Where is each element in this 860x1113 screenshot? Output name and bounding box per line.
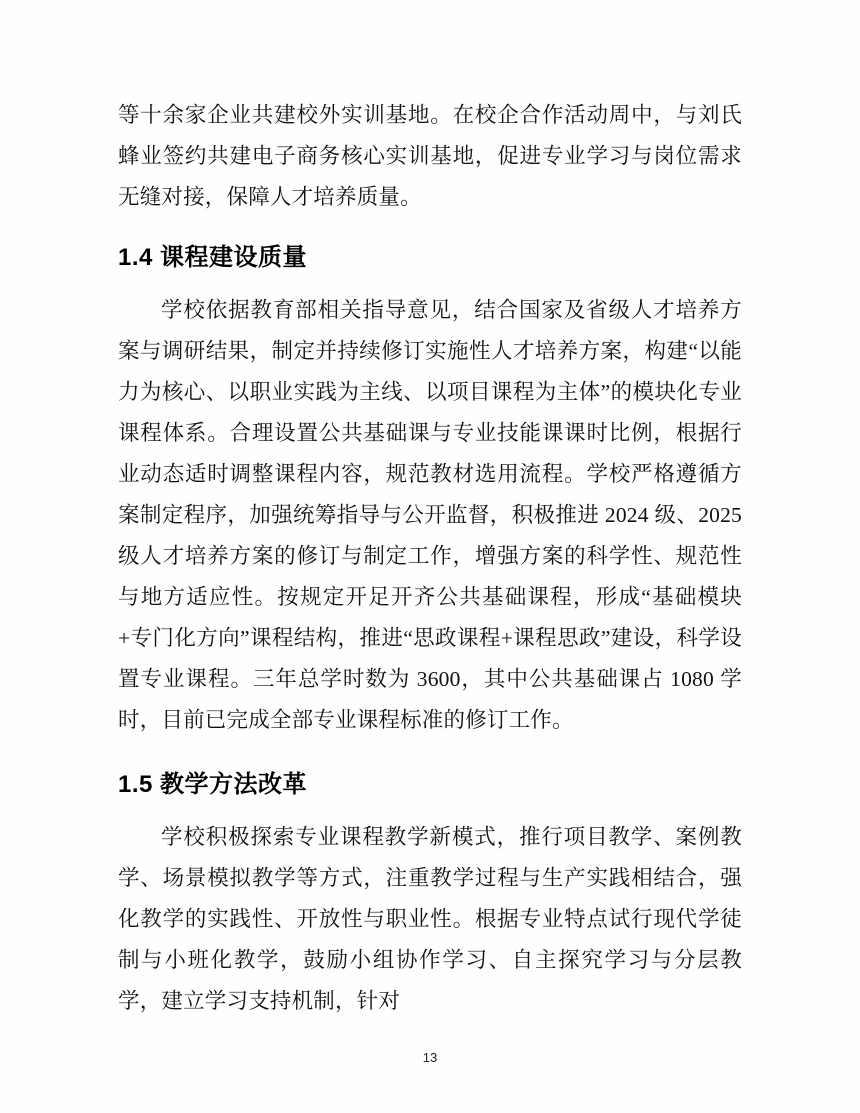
paragraph-continued: 等十余家企业共建校外实训基地。在校企合作活动周中，与刘氏蜂业签约共建电子商务核心实训基地，促进专业学习与岗位需求无缝对接，保障人才培养质量。 (118, 103, 742, 209)
paragraph-teaching-reform: 学校积极探索专业课程教学新模式，推行项目教学、案例教学、场景模拟教学等方式，注重教学过程与生产实践相结合，强化教学的实践性、开放性与职业性。根据专业特点试行现代学徒制与小班化教学，鼓励小组协作学习、自主探究学习与分层教学，建立学习支持机制，针对 (118, 825, 742, 1013)
paragraph-course-construction: 学校依据教育部相关指导意见，结合国家及省级人才培养方案与调研结果，制定并持续修订实施性人才培养方案，构建“以能力为核心、以职业实践为主线、以项目课程为主体”的模块化专业课程体系。合理设置公共基础课与专业技能课课时比例，根据行业动态适时调整课程内容，规范教材选用流程。学校严格遵循方案制定程序，加强统筹指导与公开监督，积极推进 2024 级、2025 级人才培养方案的修订与制定工作，增强方案的科学性、规范性与地方适应性。按规定开足开齐公共基础课程，形成“基础模块+专门化方向”课程结构，推进“思政课程+课程思政”建设，科学设置专业课程。三年总学时数为 3600，其中公共基础课占 1080 学时，目前已完成全部专业课程标准的修订工作。 (118, 298, 742, 732)
heading-1-5: 1.5 教学方法改革 (118, 771, 308, 798)
heading-1-4: 1.4 课程建设质量 (118, 244, 308, 271)
page-number: 13 (422, 1050, 438, 1065)
